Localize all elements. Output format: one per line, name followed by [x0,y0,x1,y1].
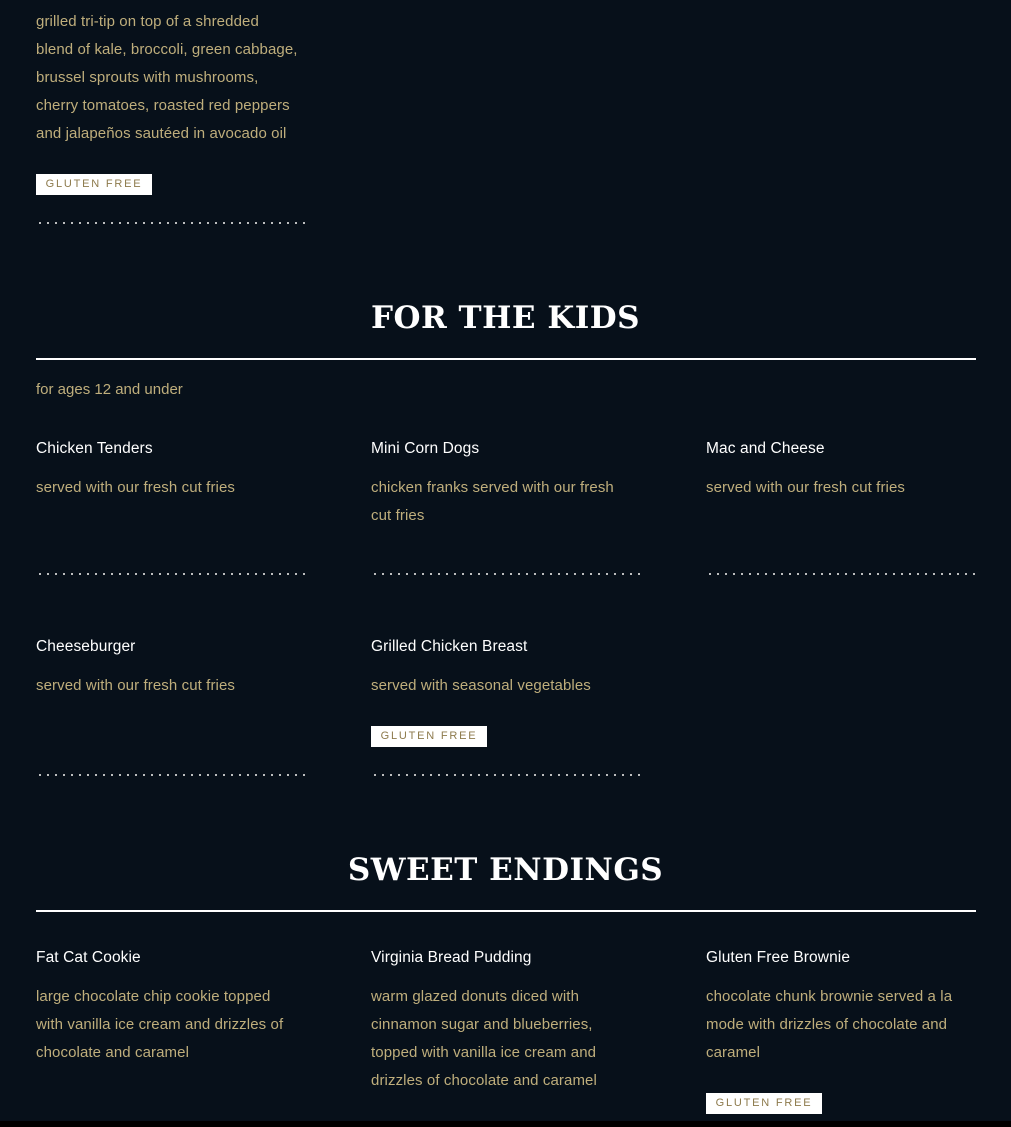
description-line: with vanilla ice cream and drizzles of [36,1016,284,1033]
menu-item-name: Fat Cat Cookie [36,949,141,966]
menu-item-name: Gluten Free Brownie [706,949,851,966]
gluten-free-badge: GLUTEN FREE [371,726,487,747]
menu-item-name: Mac and Cheese [706,440,825,457]
description-line: warm glazed donuts diced with [371,988,580,1005]
gluten-free-badge: GLUTEN FREE [36,174,152,195]
dotted-divider [36,773,306,777]
menu-item-description [36,983,336,1067]
menu-item-description [706,474,996,502]
description-line: chocolate and caramel [36,1044,190,1061]
menu-item-description [371,672,661,700]
menu-item-name: Chicken Tenders [36,440,153,457]
description-line: served with our fresh cut fries [706,479,906,496]
section-title-kids: FOR THE KIDS [370,300,641,336]
menu-item-name: Cheeseburger [36,638,136,655]
description-line: mode with drizzles of chocolate and [706,1016,948,1033]
dotted-divider [371,773,641,777]
description-line: chicken franks served with our fresh [371,479,614,496]
bottom-edge [0,1121,1011,1127]
top-item-description [36,8,336,148]
section-title-desserts: SWEET ENDINGS [347,852,664,888]
menu-item-description [371,983,671,1095]
description-line: topped with vanilla ice cream and [371,1044,597,1061]
dotted-divider [706,572,976,576]
description-line: blend of kale, broccoli, green cabbage, [36,41,298,58]
section-rule [36,358,976,360]
description-line: grilled tri-tip on top of a shredded [36,13,259,30]
menu-item-description [371,474,661,530]
description-line: brussel sprouts with mushrooms, [36,69,259,86]
description-line: large chocolate chip cookie topped [36,988,271,1005]
dotted-divider [36,221,306,225]
description-line: served with seasonal vegetables [371,677,591,694]
menu-item-name: Grilled Chicken Breast [371,638,528,655]
description-line: cut fries [371,507,425,524]
description-line: cherry tomatoes, roasted red peppers [36,97,290,114]
section-rule [36,910,976,912]
description-line: and jalapeños sautéed in avocado oil [36,125,287,142]
description-line: served with our fresh cut fries [36,677,236,694]
kids-age-note: for ages 12 and under [36,381,183,398]
description-line: served with our fresh cut fries [36,479,236,496]
menu-item-name: Virginia Bread Pudding [371,949,532,966]
menu-item-name: Mini Corn Dogs [371,440,480,457]
description-line: cinnamon sugar and blueberries, [371,1016,593,1033]
dotted-divider [371,572,641,576]
menu-item-description [36,474,326,502]
gluten-free-badge: GLUTEN FREE [706,1093,822,1114]
menu-item-description [706,983,1006,1067]
description-line: chocolate chunk brownie served a la [706,988,953,1005]
dotted-divider [36,572,306,576]
description-line: drizzles of chocolate and caramel [371,1072,597,1089]
menu-item-description [36,672,326,700]
description-line: caramel [706,1044,761,1061]
